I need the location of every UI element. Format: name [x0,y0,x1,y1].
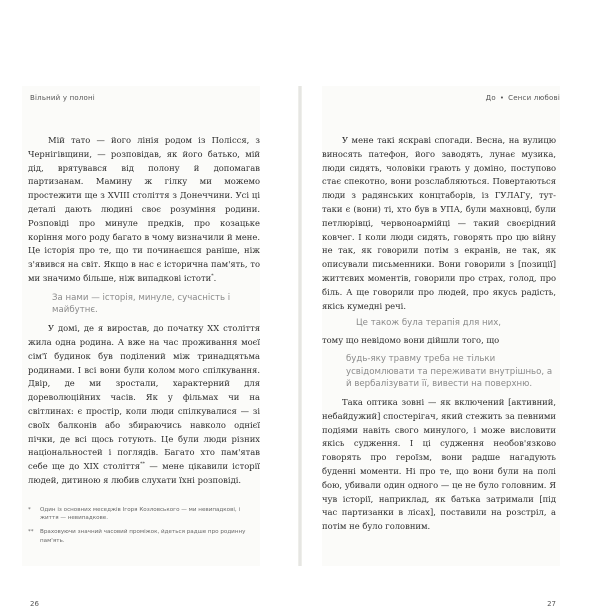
running-head-right [486,94,560,102]
footnote-ref: ** [140,461,146,468]
page-number-left: 26 [30,600,39,608]
running-head-part: Сенси любові [508,94,560,102]
left-body-text [28,134,260,488]
paragraph: Така оптика зовні — як включений [активний, небайдужий] спостерігач, який стежить за певними подіями навіть свого минулого, і може висловити якісь судження. І ці судження необов'язково говорять про героїзм, вони радше нагадують буденні моменти. Ні про те, що вони були на полі бою, убивали один одного — це не було головним. Я чув історії, наприклад, як батька затримали [під час партизанки в лісах], поставили на розстріл, а потім не було головним. [322,396,556,532]
pull-quote: Це також була терапія для них, [356,318,502,329]
paragraph: тому що невідомо вони дійшли того, що [322,334,500,345]
footnote-mark: * [28,507,31,513]
page-number-right: 27 [547,600,556,608]
footnote [28,528,254,544]
separator-dot: • [499,94,505,102]
footnote-text: Один із основних меседжів Ігоря Козловського — ми невипадкові, і життя — невипадкове. [40,507,241,522]
pull-quote: За нами — історія, минуле, сучасність і майбутнє. [52,292,231,315]
right-page [322,86,560,608]
paragraph [28,322,260,488]
running-head-left: Вільний у полоні [30,94,95,102]
left-page [22,86,260,608]
right-body-text [322,134,556,534]
footnote-mark: ** [28,529,34,536]
pull-quote: будь-яку травму треба не тільки усвідомлювати та переживати внутрішньо, а й вербалізувати її, вивести на поверхню. [346,354,553,389]
paragraph: У мене такі яскраві спогади. Весна, на вулицю виносять патефон, його заводять, лунає музика, люди сидять, чоловіки грають у доміно, поступово стає спекотно, вони розслабляються. Повертаються люди з радянських концтаборів, із ГУЛАГу, тут-таки є (вони) ті, хто був в УПА, були махновці, були петлюрівці, червоноармійці — такий своєрідний ковчег. І коли люди сидять, говорять про цю війну не так, як говорили потім з екранів, не так, як описували письменники. Вони говорили з [позиції] життєвих моментів, говорили про страх, голод, про біль. А ще говорили про людей, про якусь радість, якісь кумедні речі. [322,135,556,311]
paragraph: Мій тато — його лінія родом із Полісся, з Чернігівщини, — розповідав, як його батько, мій дід, врятувався від полону й допомагав партизанам. Мамину ж гілку ми можемо простежити ще з XVIII століття з Донеччини. Усі ці деталі дають людині своє розуміння родини. Розповіді про минуле предків, про козацьке коріння мого роду багато в чому визначили й мене. Це історія про те, що ти починаєшся раніше, ніж з'явився на світ. Якщо в нас є історична пам'ять, то ми значимо більше, ніж випадкові істоти*. [28,135,260,283]
book-gutter [298,86,302,566]
paragraph-text: У домі, де я виростав, до початку XX століття жила одна родина. А вже на час проживання моєї сім'ї будинок був поділений між тринадцятьма родинами. І всі вони були колом мого спілкування. Двір, де ми зростали, характерний для дореволюційних часів. Як у фільмах чи на світлинах: є простір, коли люди спілкувалися — зі своїх балконів або збираючись навколо однієї пічки, де всі щось готують. Це були люди різних національностей і поглядів. Багато хто пам'ятав себе ще до XIX століття [28,323,260,472]
running-head-part: До [485,94,496,102]
paragraph-text: Мій тато — його лінія родом із Полісся, з Чернігівщини, — розповідав, як його батько, мій дід, врятувався від полону й допомагав партизанам. Мамину ж гілку ми можемо простежити ще з XVIII століття з Донеччини. Усі ці деталі дають людині своє розуміння родини. Розповіді про минуле предків, про козацьке коріння мого роду багато в чому визначили й мене. Це історія про те, що ти починаєшся раніше, ніж з'явився на світ. Якщо в нас є історична пам'ять, то ми значимо більше, ніж випадкові істоти [28,135,260,283]
paragraph-text: — мене цікавили історії людей, дитиною я любив слухати їхні розповіді. [28,461,260,485]
footnote [28,506,254,522]
footnote-text: Враховуючи значний часовий проміжок, йдеться радше про родинну пам'ять. [40,529,246,544]
footnotes [28,506,254,551]
footnote-ref: * [211,273,214,280]
